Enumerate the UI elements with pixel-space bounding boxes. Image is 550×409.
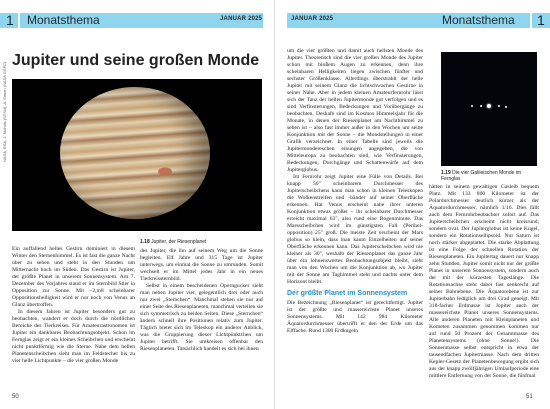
left-column-2 [140, 248, 263, 353]
jupiter-dot [487, 104, 491, 108]
paragraph: Die Bezeichnung „Riesenplanet“ ist gerechtfertigt. Jupiter ist der größte und massereichste Planet unseres Sonnensystems. Mit 142 984 Kilometer Äquatordurchmesser übertrifft er den der Erde um das Elffache. Rund 1300 Erdkugeln [287, 300, 423, 334]
figure-caption-1-19 [441, 170, 541, 182]
photo-credit: NASA, ESA, J. Nichols (STScI), A. Simon (NASA GSFC) [2, 61, 7, 162]
left-header-divider [18, 13, 20, 28]
right-chapter-number: 1 [537, 12, 545, 28]
left-chapter-title: Monatsthema [27, 13, 100, 27]
right-column-2 [429, 184, 539, 380]
paragraph: des Jupiter, die ihn auf seinem Weg um die Sonne begleiten. Elf Jahre und 315 Tage ist Jupiter unterwegs, um einmal die Sonne zu umrunden. Somit wechselt er im Mittel jedes Jahr in ein neues Tierkreissternbild. [140, 248, 263, 282]
caption-label: 1.19 [441, 170, 451, 176]
moon-dot [505, 106, 507, 108]
right-header-divider [530, 13, 532, 28]
paragraph: Selbst in einem bescheidenen Operngucker sieht man neben Jupiter vier, gelegentlich drei oder auch nur zwei „Sternchen“. Manchmal stehen sie nur auf einer Seite des Riesenplaneten, manchmal verteilen sie sich symmetrisch zu beiden Seiten. Diese „Sternchen“ ändern schnell ihre Positionen relativ zum Jupiter. Täglich bietet sich im Teleskop ein anderer Anblick, was die Gruppierung dieser Lichtpünktchen um Jupiter betrifft. Sie umkreisen offenbar den Riesenplaneten. Tatsächlich handelt es sich bei ihnen [140, 283, 263, 352]
paragraph: hätten in seinem gewaltigen Gasleib bequem Platz. Mit 133 800 Kilometer ist der Polardurchmesser deutlich kürzer als der Äquatordurchmesser, nämlich 1/16. Dies fällt auch dem Fernrohrbeobachter sofort auf. Das Jupiterscheibchen erscheint nicht kreisrund, sondern oval. Der Jupiterglobus ist keine Kugel, sondern ein Rotationsellipsoid. Nur Saturn ist noch stärker abgeplattet. Die starke Abplattung ist eine Folge der schnellen Rotation der Riesenplaneten. Ein Jupitertag dauert nur knapp zehn Stunden. Jupiter somit nicht nur der größte Planet in unserem Sonnensystem, sondern auch der mit der kürzesten Tageslänge. Die Rotationsachse steht dabei fast senkrecht auf seiner Bahnebene. Die Äquatorebene ist zur Jupiterbahn lediglich um drei Grad geneigt. Mit 318-facher Erdmasse ist Jupiter auch der massereichste Planet unseres Sonnensystems. Alle anderen Planeten mit Kleinplaneten und Kometen zusammen genommen kommen nur auf rund 50 Prozent der Gesamtmasse des Planetensystems (ohne Sonne!). Die Sonnenmasse selbst entspricht in etwa der tausendfachen Jupitermasse. Nach dem dritten Kepler-Gesetz der Planetenbewegung ergibt sich aus der knapp zwölfjährigen Umlaufperiode eine mittlere Entfernung von der Sonne, die fünfmal [429, 184, 539, 379]
figure-caption-1-18 [140, 239, 270, 245]
moon-dot [471, 105, 473, 107]
galilean-moons-photo [441, 52, 537, 166]
right-page [275, 0, 550, 409]
caption-text: Jupiter, der Riesenplanet [151, 239, 207, 245]
left-chapter-header [0, 13, 263, 28]
left-chapter-number: 1 [6, 12, 14, 28]
paragraph: Ein auffallend helles Gestirn dominiert in diesem Winter den Sternenhimmel. Es ist fast die ganze Nacht über zu sehen und steht in den Stunden um Mitternacht hoch im Süden. Das Gestirn ist Jupiter, der größte Planet in unserem Sonnensystem. Am 7. Dezember des Vorjahres stand er im Sternbild Stier in Opposition zur Sonne. Mit –2,m8 scheinbarer Oppositionshelligkeit wird er nur noch von Venus an Glanz übertroffen. [12, 246, 135, 308]
caption-text: Die vier Galileischen Monde im Fernglas [441, 170, 522, 182]
jupiter-planet-image [60, 87, 210, 219]
paragraph: Im Fernrohr zeigt Jupiter eine Fülle von Details. Bei knapp 50" scheinbarem Durchmesser des Jupiterscheibchens kann man schon in kleinen Teleskopen die Wolkenstreifen und -bänder auf seiner Oberfläche erkennen. Hat Venus erscheint nahe ihrer unteren Konjunktion etwas größer – ihr scheinbarer Durchmesser erreicht maximal 63", also rund eine Bogenminute. Das Marsscheibchen wird im günstigsten Fall (Perihel-opposition) 25" groß. Die meiste Zeit erscheint der Mars globus so klein, dass man kaum Einzelheiten auf seiner Oberfläche erkennen kann. Das Jupiterscheibchen wird nie kleiner als 30", weshalb der Riesenplanet das ganze Jahr über ein lohnenswertes Beobachtungsobjekt bleibt, sieht man von den Wochen um die Konjunktion ab, wo Jupiter mit der Sonne am Taghimmel steht und nachts unter dem Horizont bleibt. [287, 174, 423, 285]
right-column-1 [287, 48, 423, 335]
left-column-1 [12, 246, 135, 365]
paragraph: In diesem Jahren ist Jupiter besonders gut zu beobachten, wandert er doch durch die nördlichen Bereiche des Tierkreises. Für Amateurastronomen ist Jupiter ein dankbares Beobachtungsobjekt. Schon im Fernglas zeigt er ein kleines Scheibchen und erscheint nicht punktförmig wie die Sterne. Nahe dem hellen Planetenscheibchen sieht man im Feldstecher bis zu vier helle Lichtpunkte – die vier großen Monde [12, 309, 135, 364]
left-header-date: JANUAR 2025 [220, 16, 263, 22]
article-title: Jupiter und seine großen Monde [12, 52, 260, 69]
section-subheading: Der größte Planet im Sonnensystem [287, 290, 408, 297]
right-chapter-header [287, 13, 550, 28]
page-number-right: 51 [526, 394, 533, 400]
right-chapter-title: Monatsthema [442, 13, 515, 27]
page-number-left: 50 [12, 394, 19, 400]
caption-label: 1.18 [140, 239, 150, 245]
jupiter-photo [12, 79, 262, 231]
paragraph: um die vier größten und damit auch hellsten Monde des Jupiter. Theoretisch sind die vier großen Monde des Jupiter schon mit bloßem Augen zu erkennen, denn ihre scheinbaren Helligkeiten liegen zwischen fünfter und sechster Größenklasse. Allerdings überstrahlt der helle Jupiter mit seinem Glanz die lichtschwachen Gestirne in seiner Nähe. Aber in jedem kleinen Amateurfernrohr lässt sich der Tanz der hellen Jupitermonde gut verfolgen und es sind Verfinsterungen, Bedeckungen und Vorübergänge zu beobachten. Deshalb sind im Kosmos Himmelsjahr für die Monate, in denen der Riesenplanet am Nachthimmel zu sehen ist – also fast immer außer in den Wochen um seine Konjunktion mit der Sonne – die Mondstellungen in einer Grafik verzeichnet. In einer Tabelle sind jeweils die Jupitermondereschen einungen angegeben, die von Mitteleuropa zu beobachten sind, wie Verfinsterungen, Bedeckungen, Durchgänge und Schattenwürfe auf dem Jupiterglobus. [287, 48, 423, 173]
moon-dot [498, 105, 500, 107]
moon-dot [480, 105, 482, 107]
right-header-date: JANUAR 2025 [291, 16, 334, 22]
